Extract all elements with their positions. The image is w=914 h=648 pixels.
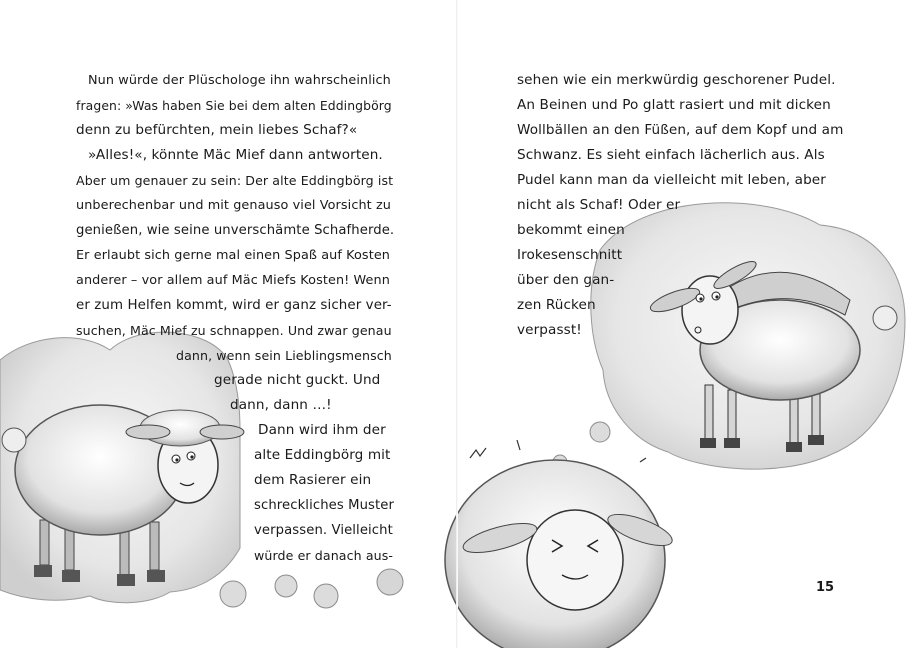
text-line: »Alles!«, könnte Mäc Mief dann antworten. — [88, 147, 383, 163]
text-line: zen Rücken — [517, 297, 596, 313]
text-line: alte Eddingbörg mit — [254, 447, 391, 463]
text-line: dann, wenn sein Lieblingsmensch — [176, 348, 392, 363]
text-line: suchen, Mäc Mief zu schnappen. Und zwar genau — [76, 323, 392, 338]
text-line: er zum Helfen kommt, wird er ganz sicher ver- — [76, 298, 392, 313]
text-line: dem Rasierer ein — [254, 472, 372, 488]
text-line: Irokesenschnitt — [517, 247, 623, 263]
text-line: denn zu befürchten, mein liebes Schaf?« — [76, 122, 358, 138]
text-line: Aber um genauer zu sein: Der alte Eddingbörg ist — [76, 173, 394, 188]
text-line: genießen, wie seine unverschämte Schafherde. — [76, 223, 395, 238]
text-line: verpassen. Vielleicht — [254, 523, 393, 538]
text-line: gerade nicht guckt. Und — [214, 372, 381, 388]
page-gutter — [456, 0, 458, 648]
text-line: Er erlaubt sich gerne mal einen Spaß auf Kosten — [76, 248, 390, 263]
text-line: nicht als Schaf! Oder er — [517, 197, 681, 213]
text-line: unberechenbar und mit genauso viel Vorsicht zu — [76, 198, 391, 213]
page-number: 15 — [816, 580, 835, 595]
worried-sheep-face — [445, 440, 676, 648]
text-line: fragen: »Was haben Sie bei dem alten Eddingbörg — [76, 98, 392, 113]
text-line: An Beinen und Po glatt rasiert und mit dicken — [517, 97, 831, 113]
text-line: verpasst! — [517, 322, 582, 338]
text-line: würde er danach aus- — [254, 548, 394, 563]
text-line: über den gan- — [517, 272, 615, 288]
text-line: bekommt einen — [517, 222, 625, 238]
text-line: anderer – vor allem auf Mäc Miefs Kosten! Wenn — [76, 273, 390, 288]
text-line: dann, dann …! — [230, 397, 332, 413]
text-line: sehen wie ein merkwürdig geschorener Pudel. — [517, 72, 836, 88]
text-line: Schwanz. Es sieht einfach lächerlich aus. Als — [517, 147, 825, 163]
text-line: Dann wird ihm der — [258, 422, 386, 438]
text-line: Pudel kann man da vielleicht mit leben, aber — [517, 172, 826, 188]
text-line: schreckliches Muster — [254, 498, 395, 513]
text-line: Wollbällen an den Füßen, auf dem Kopf und am — [517, 122, 844, 138]
text-line: Nun würde der Plüschologe ihn wahrscheinlich — [88, 73, 391, 88]
